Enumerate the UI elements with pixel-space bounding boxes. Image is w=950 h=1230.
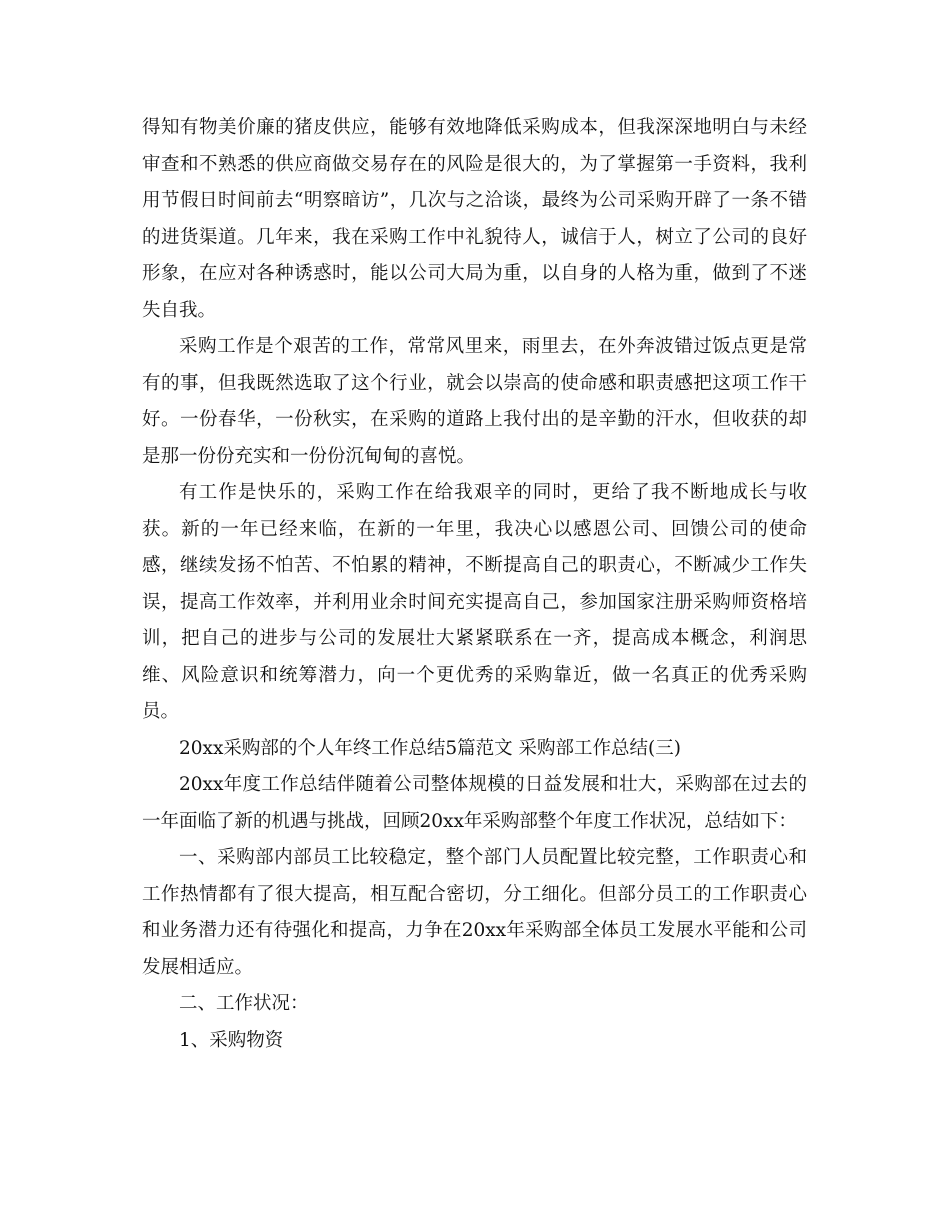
section-heading: 20xx采购部的个人年终工作总结5篇范文 采购部工作总结(三) xyxy=(179,737,681,759)
paragraph-2: 采购工作是个艰苦的工作，常常风里来，雨里去，在外奔波错过饭点更是常有的事，但我既然选取了这个行业，就会以崇高的使命感和职责感把这项工作干好。一份春华，一份秋实，在采购的道路上我付出的是辛勤的汗水，但收获的却是那一份份充实和一份份沉甸甸的喜悦。 xyxy=(142,336,807,467)
document-body xyxy=(142,110,807,1059)
paragraph-4: 20xx年度工作总结伴随着公司整体规模的日益发展和壮大，采购部在过去的一年面临了新的机遇与挑战，回顾20xx年采购部整个年度工作状况，总结如下： xyxy=(142,774,807,832)
paragraph-1: 得知有物美价廉的猪皮供应，能够有效地降低采购成本，但我深深地明白与未经审查和不熟悉的供应商做交易存在的风险是很大的，为了掌握第一手资料，我利用节假日时间前去“明察暗访”，几次与之洽谈，最终为公司采购开辟了一条不错的进货渠道。几年来，我在采购工作中礼貌待人，诚信于人，树立了公司的良好形象，在应对各种诱惑时，能以公司大局为重，以自身的人格为重，做到了不迷失自我。 xyxy=(142,117,807,321)
paragraph-3: 有工作是快乐的，采购工作在给我艰辛的同时，更给了我不断地成长与收获。新的一年已经来临，在新的一年里，我决心以感恩公司、回馈公司的使命感，继续发扬不怕苦、不怕累的精神，不断提高自己的职责心，不断减少工作失误，提高工作效率，并利用业余时间充实提高自己，参加国家注册采购师资格培训，把自己的进步与公司的发展壮大紧紧联系在一齐，提高成本概念，利润思维、风险意识和统筹潜力，向一个更优秀的采购靠近，做一名真正的优秀采购员。 xyxy=(142,482,807,722)
subheading-purchased-materials: 1、采购物资 xyxy=(179,1029,284,1051)
paragraph-5: 一、采购部内部员工比较稳定，整个部门人员配置比较完整，工作职责心和工作热情都有了很大提高，相互配合密切，分工细化。但部分员工的工作职责心和业务潜力还有待强化和提高，力争在20xx年采购部全体员工发展水平能和公司发展相适应。 xyxy=(142,847,807,978)
subheading-work-status: 二、工作状况： xyxy=(179,993,309,1014)
